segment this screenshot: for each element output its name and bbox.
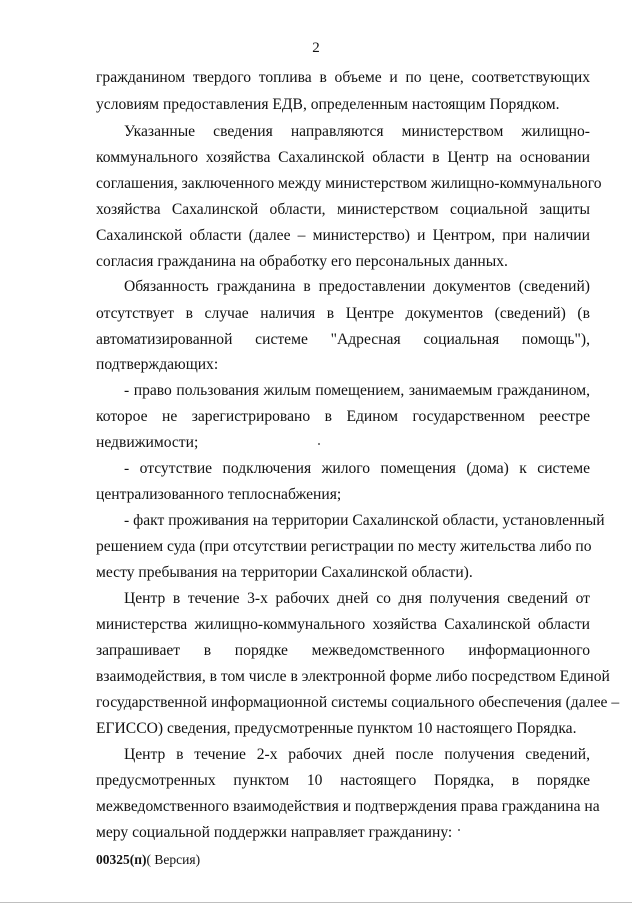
page-number: 2	[312, 40, 320, 56]
document-code: 00325(п)	[96, 852, 147, 867]
list-item-line: - факт проживания на территории Сахалинской области, установленный	[124, 512, 605, 529]
text-line: государственной информационной системы социального обеспечения (далее –	[96, 694, 620, 711]
text-line: Центр в течение 2-х рабочих дней после получения сведений,	[124, 746, 590, 763]
text-line: гражданином твердого топлива в объеме и по цене, соответствующих	[96, 69, 590, 86]
list-item-line: решением суда (при отсутствии регистрации по месту жительства либо по	[96, 538, 592, 555]
text-line: согласия гражданина на обработку его персональных данных.	[96, 253, 508, 270]
text-line: подтверждающих:	[96, 356, 219, 373]
text-line: автоматизированной системе "Адресная социальная помощь"),	[96, 331, 590, 348]
scan-speck	[318, 443, 320, 445]
text-line: предусмотренных пунктом 10 настоящего Порядка, в порядке	[96, 772, 590, 789]
text-line: хозяйства Сахалинской области, министерством социальной защиты	[96, 201, 590, 218]
list-item-line: которое не зарегистрировано в Едином государственном реестре	[96, 408, 590, 425]
list-item-line: месту пребывания на территории Сахалинской области).	[96, 564, 473, 581]
text-line: Центр в течение 3-х рабочих дней со дня получения сведений от	[124, 590, 590, 607]
list-item-line: недвижимости;	[96, 434, 199, 451]
document-version-label: ( Версия)	[146, 852, 201, 867]
scan-speck	[458, 829, 460, 831]
document-footer	[96, 851, 200, 869]
list-item-line: - отсутствие подключения жилого помещения (дома) к системе	[124, 460, 590, 477]
text-line: Указанные сведения направляются министерством жилищно-	[124, 123, 590, 140]
text-line: меру социальной поддержки направляет гражданину:	[96, 824, 453, 841]
text-line: взаимодействия, в том числе в электронной форме либо посредством Единой	[96, 668, 610, 685]
text-line: условиям предоставления ЕДВ, определенным настоящим Порядком.	[96, 96, 560, 113]
text-line: министерства жилищно-коммунального хозяйства Сахалинской области	[96, 616, 590, 633]
text-line: ЕГИССО) сведения, предусмотренные пунктом 10 настоящего Порядка.	[96, 720, 577, 737]
text-line: соглашения, заключенного между министерством жилищно-коммунального	[96, 175, 602, 192]
text-line: Обязанность гражданина в предоставлении документов (сведений)	[124, 278, 590, 295]
text-line: отсутствует в случае наличия в Центре документов (сведений) (в	[96, 305, 590, 322]
text-line: Сахалинской области (далее – министерство) и Центром, при наличии	[96, 227, 590, 244]
text-line: коммунального хозяйства Сахалинской области в Центр на основании	[96, 149, 590, 166]
text-line: запрашивает в порядке межведомственного информационного	[96, 642, 590, 659]
list-item-line: централизованного теплоснабжения;	[96, 486, 342, 503]
scan-edge-line	[0, 902, 632, 903]
list-item-line: - право пользования жилым помещением, занимаемым гражданином,	[124, 382, 590, 399]
text-line: межведомственного взаимодействия и подтверждения права гражданина на	[96, 798, 600, 815]
